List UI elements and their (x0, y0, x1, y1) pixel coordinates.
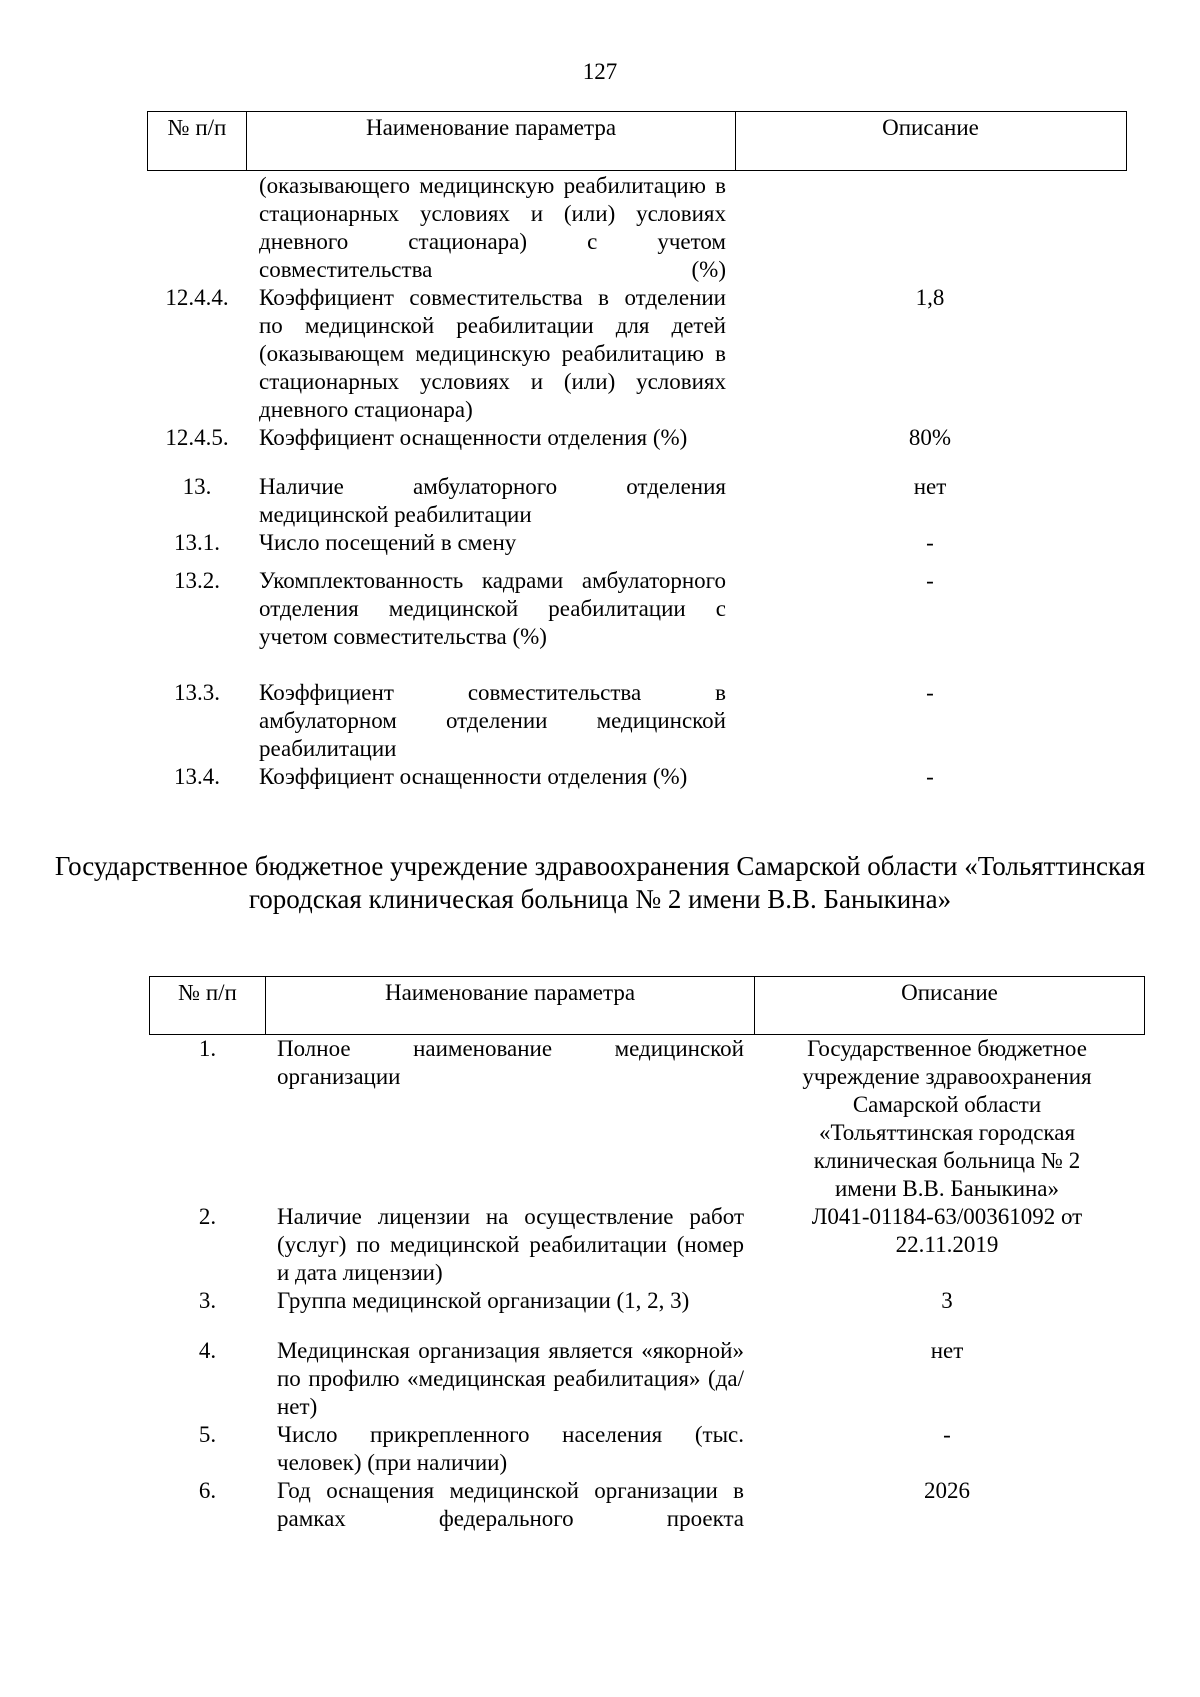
header-num: № п/п (167, 115, 227, 140)
row-number: 12.4.5. (165, 425, 229, 450)
row-parameter: Группа медицинской организации (1, 2, 3) (277, 1288, 690, 1313)
table1-header (147, 111, 1127, 171)
row-value: 80% (908, 425, 952, 450)
header-num: № п/п (178, 980, 237, 1005)
row-number: 5. (198, 1422, 217, 1447)
row-value: - (926, 680, 934, 705)
row-value: 1,8 (915, 285, 945, 310)
row-value: Л041-01184-63/00361092 от 22.11.2019 (811, 1204, 1083, 1257)
row-parameter: Медицинская организация является «якорной» по профилю «медицинская реабилитация» (да/нет) (277, 1338, 744, 1419)
row-value: - (926, 568, 934, 593)
row-number: 2. (198, 1204, 217, 1229)
row-parameter: Коэффициент совместительства в амбулаторном отделении медицинской реабилитации (259, 680, 726, 761)
row-parameter: Укомплектованность кадрами амбулаторного отделения медицинской реабилитации с учетом совместительства (%) (259, 568, 726, 649)
row-value: - (926, 764, 934, 789)
row-number: 3. (198, 1288, 217, 1313)
row-parameter: Год оснащения медицинской организации в рамках федерального проекта (277, 1478, 744, 1531)
row-value: 2026 (924, 1478, 970, 1503)
row-parameter: Число посещений в смену (259, 530, 517, 555)
row-value: - (926, 530, 934, 555)
row-number: 13.3. (174, 680, 220, 705)
row-number: 13. (182, 474, 212, 499)
row-number: 6. (198, 1478, 217, 1503)
row-parameter: (оказывающего медицинскую реабилитацию в стационарных условиях и (или) условиях дневного стационара) с учетом совместительства (%) (259, 173, 726, 282)
header-description: Описание (735, 112, 1125, 170)
row-parameter: Коэффициент оснащенности отделения (%) (259, 764, 688, 789)
row-number: 13.1. (174, 530, 220, 555)
page-number: 127 (582, 59, 618, 84)
row-number: 4. (198, 1338, 217, 1363)
row-parameter: Коэффициент оснащенности отделения (%) (259, 425, 688, 450)
row-number: 13.2. (174, 568, 220, 593)
row-value: 3 (941, 1288, 953, 1313)
row-value: нет (930, 1338, 964, 1363)
row-number: 1. (198, 1036, 217, 1061)
row-value: Государственное бюджетное учреждение здравоохранения Самарской области «Тольяттинская городская клиническая больница № 2 имени В.В. Баныкина» (802, 1036, 1092, 1201)
organization-title: Государственное бюджетное учреждение здравоохранения Самарской области «Тольяттинская городская клиническая больница № 2 имени В.В. Баныкина» (54, 851, 1146, 914)
table2-header (149, 976, 1145, 1035)
row-value: нет (913, 474, 947, 499)
row-value: - (943, 1422, 951, 1447)
row-parameter: Коэффициент совместительства в отделении по медицинской реабилитации для детей (оказывающем медицинскую реабилитацию в стационарных условиях и (или) условиях дневного стационара) (259, 285, 726, 422)
header-parameter-name: Наименование параметра (246, 112, 735, 170)
row-parameter: Наличие лицензии на осуществление работ (услуг) по медицинской реабилитации (номер и дата лицензии) (277, 1204, 744, 1285)
row-parameter: Число прикрепленного населения (тыс. человек) (при наличии) (277, 1422, 744, 1475)
row-number: 12.4.4. (165, 285, 229, 310)
header-description: Описание (754, 977, 1144, 1034)
row-parameter: Наличие амбулаторного отделения медицинской реабилитации (259, 474, 726, 527)
row-number: 13.4. (174, 764, 220, 789)
header-parameter-name: Наименование параметра (265, 977, 754, 1034)
row-parameter: Полное наименование медицинской организации (277, 1036, 744, 1089)
